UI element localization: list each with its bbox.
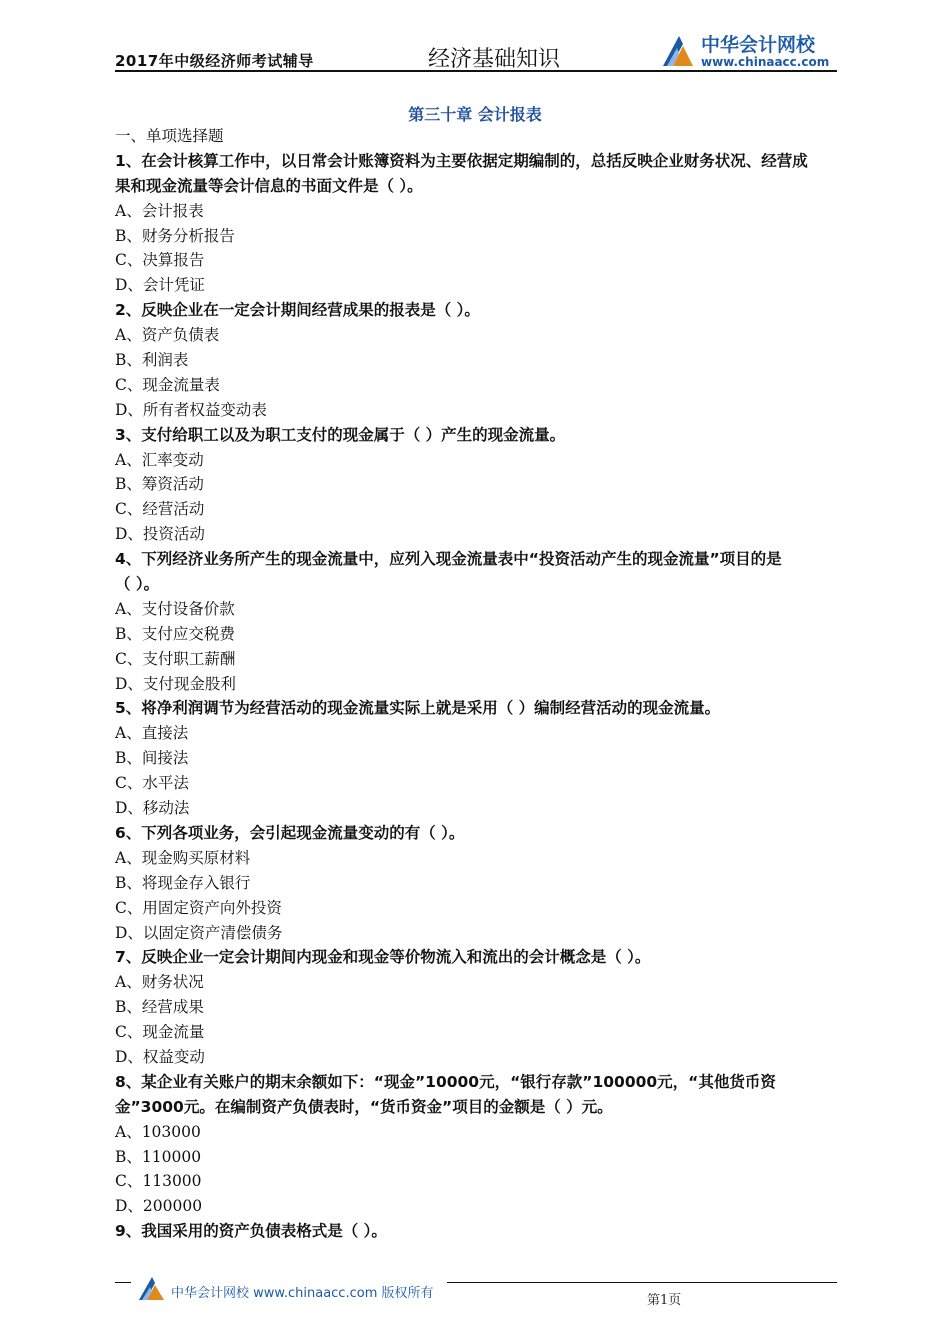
answer-option: A、汇率变动 <box>115 450 204 469</box>
answer-option: B、间接法 <box>115 749 189 768</box>
header-divider <box>115 70 837 72</box>
section-heading: 一、单项选择题 <box>115 127 224 145</box>
question-text: 3、支付给职工以及为职工支付的现金属于（ ）产生的现金流量。 <box>115 425 566 444</box>
answer-option: C、113000 <box>115 1172 202 1191</box>
answer-option: D、200000 <box>115 1197 203 1216</box>
footer-url[interactable]: www.chinaacc.com <box>253 1286 378 1301</box>
answer-option: A、现金购买原材料 <box>115 848 251 867</box>
answer-option: C、经营活动 <box>115 500 205 519</box>
answer-option: A、103000 <box>115 1122 201 1141</box>
question-text: （ ）。 <box>115 575 160 594</box>
answer-option: A、直接法 <box>115 724 189 743</box>
answer-option: B、经营成果 <box>115 998 204 1017</box>
answer-option: B、利润表 <box>115 351 189 370</box>
answer-option: D、以固定资产清偿债务 <box>115 923 283 942</box>
question-text: 4、下列经济业务所产生的现金流量中，应列入现金流量表中“投资活动产生的现金流量”项目的是 <box>115 550 782 569</box>
footer-divider-left <box>115 1282 131 1283</box>
answer-option: D、移动法 <box>115 799 190 818</box>
logo[interactable] <box>659 30 837 70</box>
answer-option: A、资产负债表 <box>115 326 220 345</box>
page-header <box>115 30 837 70</box>
question-text: 9、我国采用的资产负债表格式是（ ）。 <box>115 1222 387 1241</box>
answer-option: C、支付职工薪酬 <box>115 649 236 668</box>
answer-option: D、会计凭证 <box>115 276 205 295</box>
question-text: 5、将净利润调节为经营活动的现金流量实际上就是采用（ ）编制经营活动的现金流量。 <box>115 699 721 718</box>
question-text: 8、某企业有关账户的期末余额如下：“现金”10000元，“银行存款”100000元，“其他货币资 <box>115 1072 776 1091</box>
question-text: 金”3000元。在编制资产负债表时，“货币资金”项目的金额是（ ）元。 <box>115 1097 613 1116</box>
answer-option: C、水平法 <box>115 774 189 793</box>
answer-option: C、现金流量表 <box>115 375 220 394</box>
answer-option: D、所有者权益变动表 <box>115 400 267 419</box>
answer-option: D、投资活动 <box>115 525 205 544</box>
question-text: 1、在会计核算工作中，以日常会计账簿资料为主要依据定期编制的，总括反映企业财务状况、经营成 <box>115 151 808 170</box>
answer-option: A、支付设备价款 <box>115 599 235 618</box>
footer-rights: 版权所有 <box>381 1286 434 1301</box>
page-number: 第1页 <box>647 1293 682 1308</box>
answer-option: C、现金流量 <box>115 1023 205 1042</box>
answer-option: A、财务状况 <box>115 973 204 992</box>
answer-option: C、决算报告 <box>115 251 205 270</box>
answer-option: D、权益变动 <box>115 1047 205 1066</box>
logo-url[interactable]: www.chinaacc.com <box>701 55 830 69</box>
answer-option: B、筹资活动 <box>115 475 204 494</box>
header-subject: 经济基础知识 <box>428 47 561 72</box>
question-text: 7、反映企业一定会计期间内现金和现金等价物流入和流出的会计概念是（ ）。 <box>115 948 651 967</box>
answer-option: B、将现金存入银行 <box>115 873 251 892</box>
question-text: 果和现金流量等会计信息的书面文件是（ ）。 <box>115 176 423 195</box>
answer-option: C、用固定资产向外投资 <box>115 898 282 917</box>
chapter-title: 第三十章 会计报表 <box>408 105 542 124</box>
answer-option: D、支付现金股利 <box>115 674 236 693</box>
footer-logo-icon <box>137 1275 167 1301</box>
page-footer <box>115 1275 837 1311</box>
footer-copyright <box>171 1282 434 1301</box>
answer-option: A、会计报表 <box>115 201 204 220</box>
question-text: 6、下列各项业务，会引起现金流量变动的有（ ）。 <box>115 823 465 842</box>
header-exam-title: 2017年中级经济师考试辅导 <box>115 52 314 70</box>
question-list <box>115 124 840 1244</box>
footer-divider-right <box>447 1282 837 1283</box>
question-text: 2、反映企业在一定会计期间经营成果的报表是（ ）。 <box>115 301 480 320</box>
answer-option: B、财务分析报告 <box>115 226 235 245</box>
footer-brand: 中华会计网校 <box>171 1286 250 1301</box>
answer-option: B、支付应交税费 <box>115 624 235 643</box>
logo-name: 中华会计网校 <box>701 34 816 56</box>
answer-option: B、110000 <box>115 1147 202 1166</box>
logo-icon <box>659 32 697 68</box>
